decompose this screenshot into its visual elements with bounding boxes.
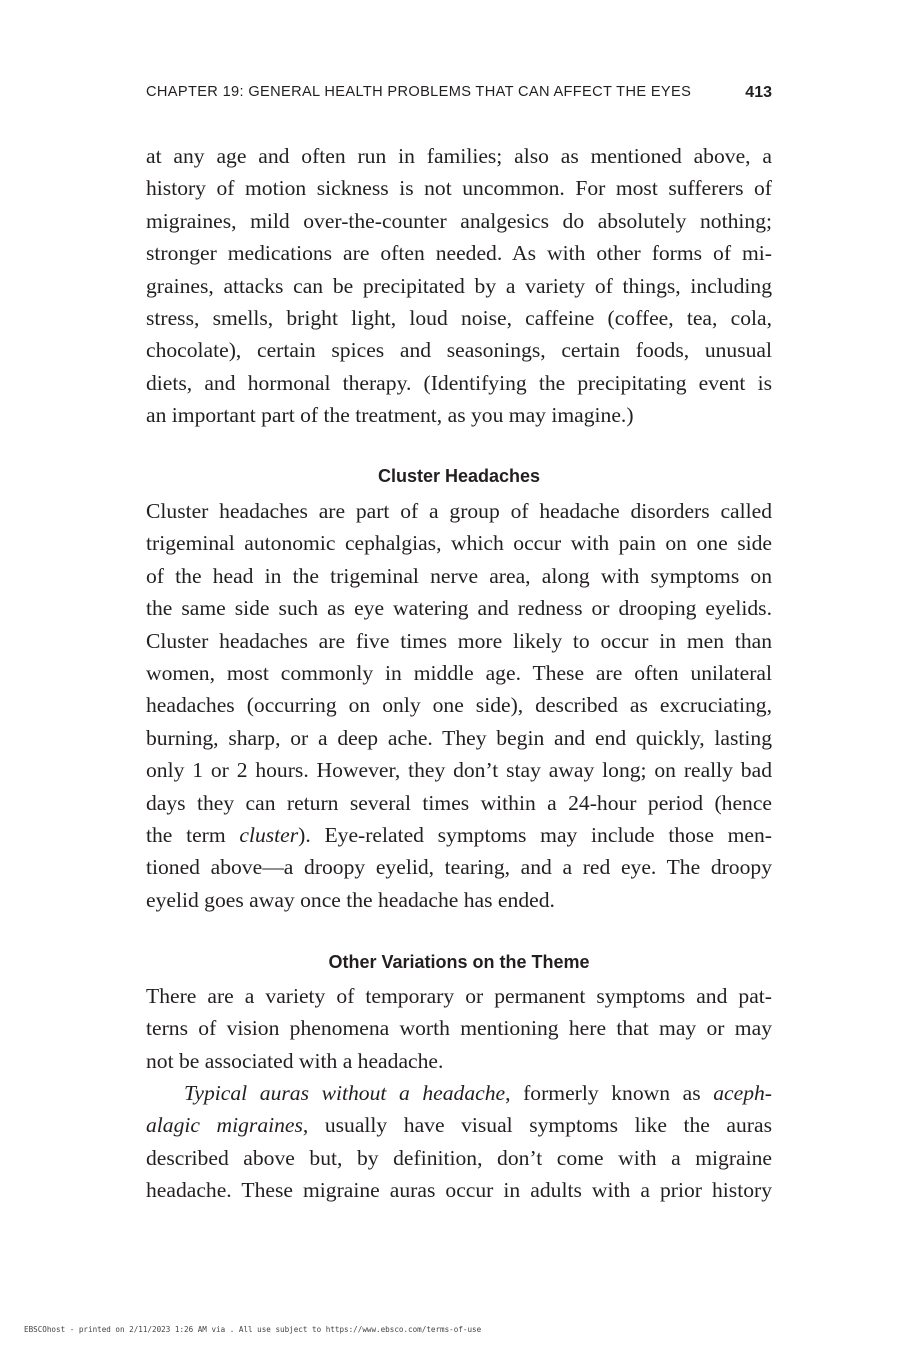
text-line: at any age and often run in families; also as mentioned above, a [146,144,772,168]
text-line: chocolate), certain spices and seasonings, certain foods, unusual [146,338,772,363]
paragraph-variations-intro [146,980,772,1077]
text-line: the same side such as eye watering and redness or drooping eyelids. [146,596,772,621]
text-line: not be associated with a headache. [146,1048,444,1073]
text-line: history of motion sickness is not uncommon. For most sufferers of [146,176,772,201]
text-line [146,1109,772,1141]
section-heading-variations: Other Variations on the Theme [328,952,590,972]
text-line: described above but, by definition, don’t come with a migraine [146,1145,772,1170]
text-line [146,1077,772,1109]
text-line: migraines, mild over-the-counter analgesics do absolutely nothing; [146,208,772,233]
chapter-title: CHAPTER 19: GENERAL HEALTH PROBLEMS THAT CAN AFFECT THE EYES [146,84,692,100]
text-line [146,819,772,851]
text-run: , formerly known as [505,1081,714,1105]
text-line: an important part of the treatment, as you may imagine.) [146,403,634,428]
paragraph-cluster [146,495,772,916]
paragraph-typical-auras [146,1077,772,1207]
text-line: days they can return several times within a 24-hour period (hence [146,790,772,815]
text-line: There are a variety of temporary or permanent symptoms and pat- [146,984,772,1008]
text-run: the term [146,822,240,847]
text-line: only 1 or 2 hours. However, they don’t stay away long; on really bad [146,758,772,783]
text-line: stronger medications are often needed. As with other forms of mi- [146,241,772,266]
text-line: headaches (occurring on only one side), described as excruciating, [146,693,772,718]
text-line: trigeminal autonomic cephalgias, which occur with pain on one side [146,531,772,556]
emphasis-text: aceph- [713,1081,772,1105]
running-head [146,84,772,106]
page-number: 413 [745,84,772,101]
text-line: tioned above—a droopy eyelid, tearing, and a red eye. The droopy [146,855,772,880]
print-footer: EBSCOhost - printed on 2/11/2023 1:26 AM via . All use subject to https://www.ebsco.com/terms-of-use [24,1325,482,1334]
text-line: diets, and hormonal therapy. (Identifying the precipitating event is [146,370,772,395]
text-run: , usually have visual symptoms like the auras [302,1113,772,1138]
emphasis-text: cluster [239,822,299,847]
text-line: burning, sharp, or a deep ache. They begin and end quickly, lasting [146,725,772,750]
text-line: eyelid goes away once the headache has ended. [146,887,555,912]
text-line: stress, smells, bright light, loud noise, caffeine (coffee, tea, cola, [146,305,772,330]
text-run: ). Eye-related symptoms may include those men- [298,822,772,847]
text-line: Cluster headaches are five times more likely to occur in men than [146,628,772,653]
text-line: graines, attacks can be precipitated by a variety of things, including [146,273,772,298]
text-line: women, most commonly in middle age. These are often unilateral [146,660,772,685]
emphasis-text: Typical auras without a headache [184,1081,506,1105]
text-line: terns of vision phenomena worth mentioning here that may or may [146,1016,772,1041]
section-heading-cluster: Cluster Headaches [377,466,541,486]
text-line: headache. These migraine auras occur in adults with a prior history [146,1178,772,1203]
emphasis-text: alagic migraines [146,1113,303,1138]
paragraph-migraines [146,140,772,432]
text-line: of the head in the trigeminal nerve area, along with symptoms on [146,563,772,588]
text-line: Cluster headaches are part of a group of headache disorders called [146,499,772,523]
